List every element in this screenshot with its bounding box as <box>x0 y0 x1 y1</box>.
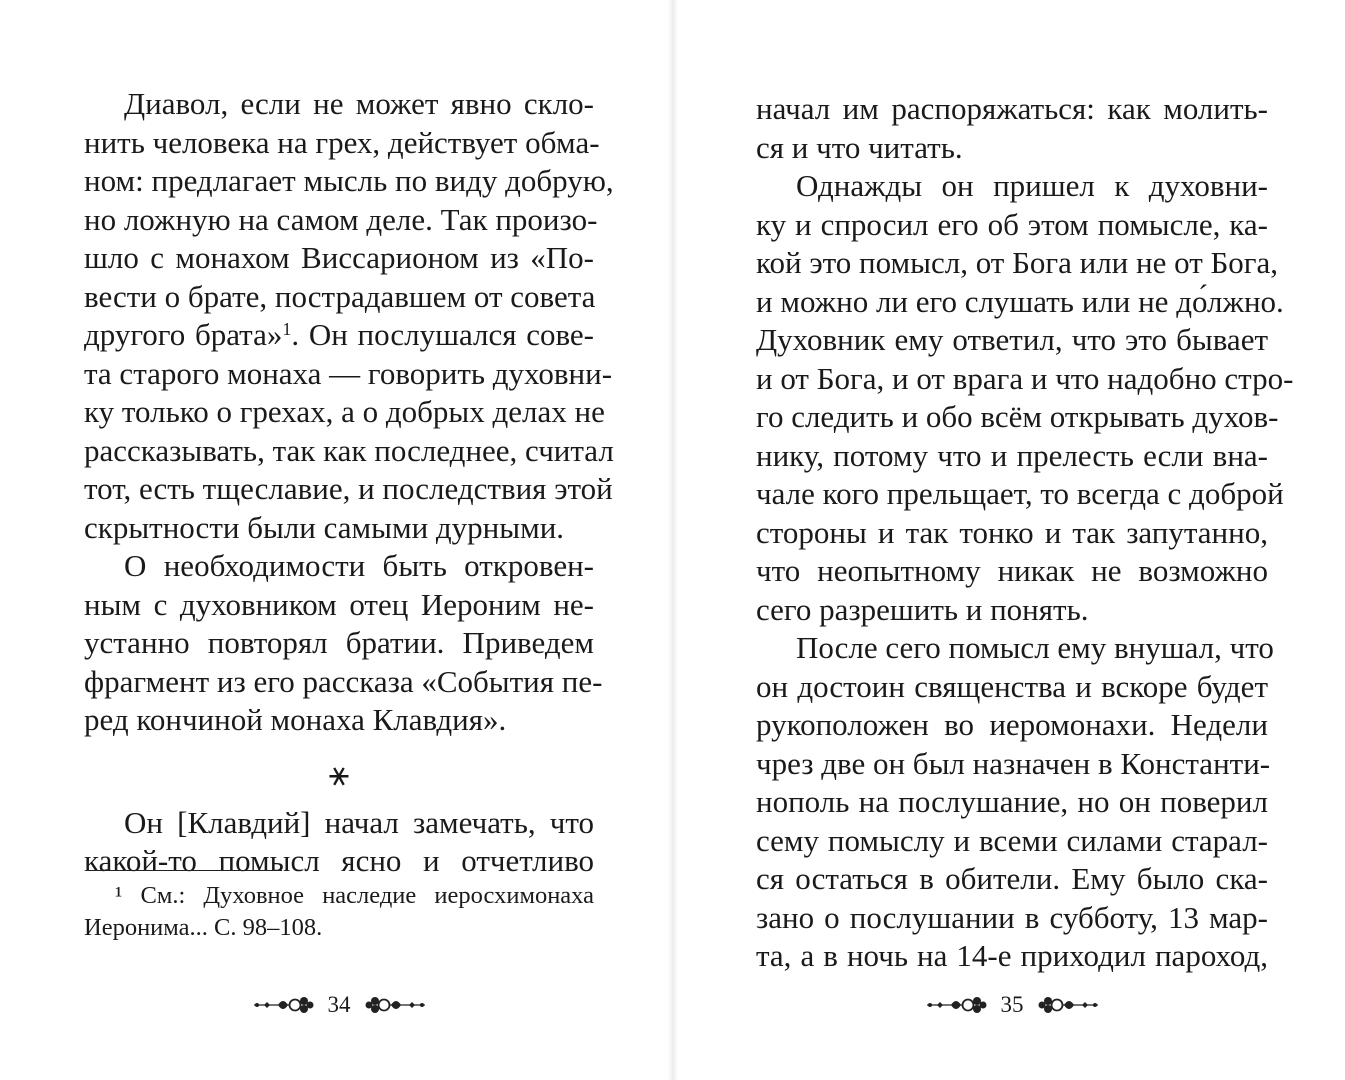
text-line: ся остаться в обители. Ему было ска- <box>756 861 1268 896</box>
flourish-left-icon <box>252 995 316 1015</box>
text-line: та, а в ночь на 14-е приходил пароход, <box>756 938 1268 973</box>
footnote-line: ¹ См.: Духовное наследие иеросхимонаха <box>115 882 594 909</box>
text-line: Однажды он пришел к духовни- <box>796 168 1268 203</box>
flourish-right-icon <box>1036 995 1100 1015</box>
text-line: нику, потому что и прелесть если вна- <box>756 437 1268 473</box>
text-line: стороны и так тонко и так запутанно, <box>756 514 1268 550</box>
text-line: рассказывать, так как последнее, считал <box>84 432 614 468</box>
text-line: го следить и обо всём открывать духов- <box>756 399 1279 434</box>
text-line: сему помыслу и всеми силами старал- <box>756 822 1268 858</box>
text-line: тот, есть тщеславие, и последствия этой <box>84 471 613 506</box>
text-line: сего разрешить и понять. <box>756 591 1089 627</box>
text-line: ку только о грехах, а о добрых делах не <box>84 394 605 429</box>
text-line: Диавол, если не может явно скло- <box>124 86 594 121</box>
left-page-text <box>84 85 614 881</box>
text-line: начал им распоряжаться: как молить- <box>756 91 1268 126</box>
page-number-block <box>84 990 594 1020</box>
line-text: другого брата» <box>84 317 283 352</box>
line-text: . Он послушался сове- <box>291 317 594 352</box>
page-number-block <box>756 990 1268 1020</box>
text-line: ред кончиной монаха Клавдия». <box>84 702 507 737</box>
text-line: чрез две он был назначен в Константи- <box>756 745 1271 781</box>
text-line: чале кого прельщает, то всегда с доброй <box>756 476 1284 511</box>
text-line: нить человека на грех, действует обма- <box>84 124 600 160</box>
text-line: ся и что читать. <box>756 129 963 165</box>
text-line: рукоположен во иеромонахи. Недели <box>756 707 1268 742</box>
text-line: нополь на послушание, но он поверил <box>756 784 1268 819</box>
page-number: 35 <box>1000 992 1024 1017</box>
text-line: что неопытному никак не возможно <box>756 553 1268 588</box>
text-line: ном: предлагает мысль по виду добрую, <box>84 163 614 198</box>
text-line: Духовник ему ответил, что это бывает <box>756 322 1268 357</box>
text-line: кой это помысл, от Бога или не от Бога, <box>756 245 1279 280</box>
footnote-divider <box>86 870 282 871</box>
text-line: После сего помысл ему внушал, что <box>796 630 1274 665</box>
text-line-with-footnote-ref <box>84 316 594 355</box>
text-line: Он [Клавдий] начал замечать, что <box>124 804 594 840</box>
text-line: скрытности были самыми дурными. <box>84 509 565 545</box>
text-line: О необходимости быть откровен- <box>124 548 594 583</box>
right-page-text <box>756 90 1294 976</box>
text-line: устанно повторял братии. Приведем <box>84 625 594 660</box>
section-ornament-icon: ⚹ <box>328 755 350 793</box>
text-line: ным с духовником отец Иероним не- <box>84 586 594 622</box>
text-line: он достоин священства и вскоре будет <box>756 668 1268 704</box>
text-line: та старого монаха — говорить духовни- <box>84 355 613 391</box>
left-page <box>84 0 614 1080</box>
text-line: шло с монахом Виссарионом из «По- <box>84 240 594 275</box>
text-line: ку и спросил его об этом помысле, ка- <box>756 206 1268 242</box>
text-line: вести о брате, пострадавшем от совета <box>84 278 596 314</box>
text-line: но ложную на самом деле. Так произо- <box>84 201 598 237</box>
footnote-ref[interactable]: 1 <box>282 319 292 339</box>
book-gutter <box>668 0 678 1080</box>
text-line: и можно ли его слушать или не до́лжно. <box>756 283 1284 319</box>
footnote <box>84 880 594 944</box>
text-line: какой-то помысл ясно и отчетливо <box>84 843 594 878</box>
footnote-line: Иеронима... С. 98–108. <box>84 914 323 941</box>
text-line: зано о послушании в субботу, 13 мар- <box>756 899 1268 935</box>
flourish-right-icon <box>363 995 427 1015</box>
page-number: 34 <box>327 992 351 1017</box>
text-line: фрагмент из его рассказа «События пе- <box>84 663 603 699</box>
text-line: и от Бога, и от врага и что надобно стро- <box>756 360 1294 396</box>
right-page <box>756 0 1294 1080</box>
flourish-left-icon <box>925 995 989 1015</box>
